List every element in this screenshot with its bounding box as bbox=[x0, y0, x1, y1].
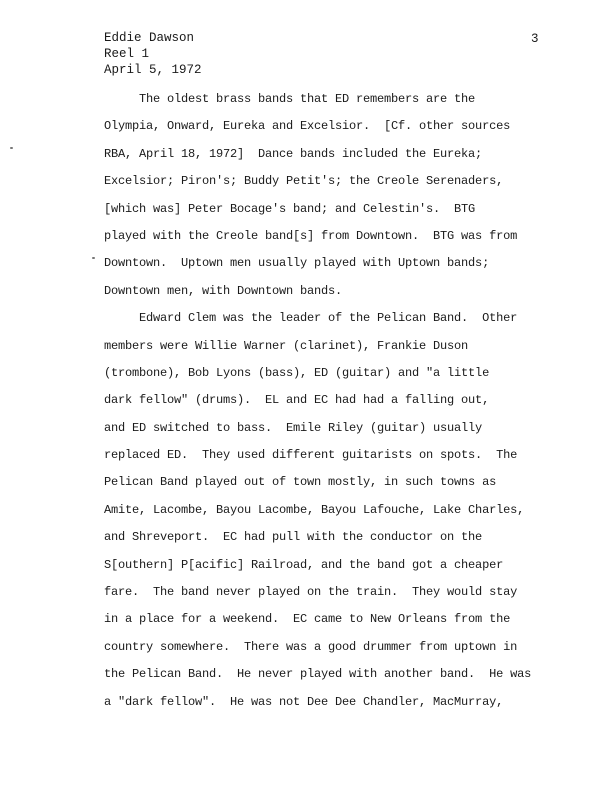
text-line: Olympia, Onward, Eureka and Excelsior. [Cf. other sources bbox=[104, 119, 511, 134]
text-line: The oldest brass bands that ED remembers are the bbox=[104, 92, 476, 106]
text-line: members were Willie Warner (clarinet), Frankie Duson bbox=[104, 338, 469, 353]
page-number: 3 bbox=[531, 32, 539, 46]
text-line: country somewhere. There was a good drummer from uptown in bbox=[104, 639, 518, 654]
text-line: fare. The band never played on the train. They would stay bbox=[104, 585, 518, 600]
text-line: a "dark fellow". He was not Dee Dee Chandler, MacMurray, bbox=[104, 694, 504, 709]
scan-speck bbox=[92, 257, 95, 259]
text-line: in a place for a weekend. EC came to New Orleans from the bbox=[104, 612, 511, 627]
text-line: the Pelican Band. He never played with another band. He was bbox=[104, 667, 532, 682]
scan-speck bbox=[10, 147, 13, 149]
text-line: Excelsior; Piron's; Buddy Petit's; the Creole Serenaders, bbox=[104, 174, 504, 189]
text-line: [which was] Peter Bocage's band; and Celestin's. BTG bbox=[104, 201, 476, 216]
text-line: played with the Creole band[s] from Downtown. BTG was from bbox=[104, 228, 518, 243]
interviewee-name: Eddie Dawson bbox=[104, 31, 195, 45]
text-line: Downtown men, with Downtown bands. bbox=[104, 283, 343, 298]
text-line: RBA, April 18, 1972] Dance bands included the Eureka; bbox=[104, 146, 483, 161]
text-line: Amite, Lacombe, Bayou Lacombe, Bayou Lafouche, Lake Charles, bbox=[104, 502, 525, 517]
reel-number: Reel 1 bbox=[104, 47, 150, 61]
text-line: and ED switched to bass. Emile Riley (guitar) usually bbox=[104, 420, 483, 435]
text-line: Edward Clem was the leader of the Pelican Band. Other bbox=[104, 311, 518, 326]
text-line: dark fellow" (drums). EL and EC had had a falling out, bbox=[104, 393, 490, 408]
transcript-body bbox=[104, 86, 544, 716]
text-line: replaced ED. They used different guitarists on spots. The bbox=[104, 448, 518, 463]
interview-date: April 5, 1972 bbox=[104, 63, 202, 77]
document-header bbox=[104, 30, 202, 78]
text-line: and Shreveport. EC had pull with the conductor on the bbox=[104, 530, 483, 545]
text-line: (trombone), Bob Lyons (bass), ED (guitar) and "a little bbox=[104, 365, 490, 380]
text-line: Downtown. Uptown men usually played with Uptown bands; bbox=[104, 256, 490, 271]
text-line: Pelican Band played out of town mostly, in such towns as bbox=[104, 475, 497, 490]
text-line: S[outhern] P[acific] Railroad, and the band got a cheaper bbox=[104, 557, 504, 572]
